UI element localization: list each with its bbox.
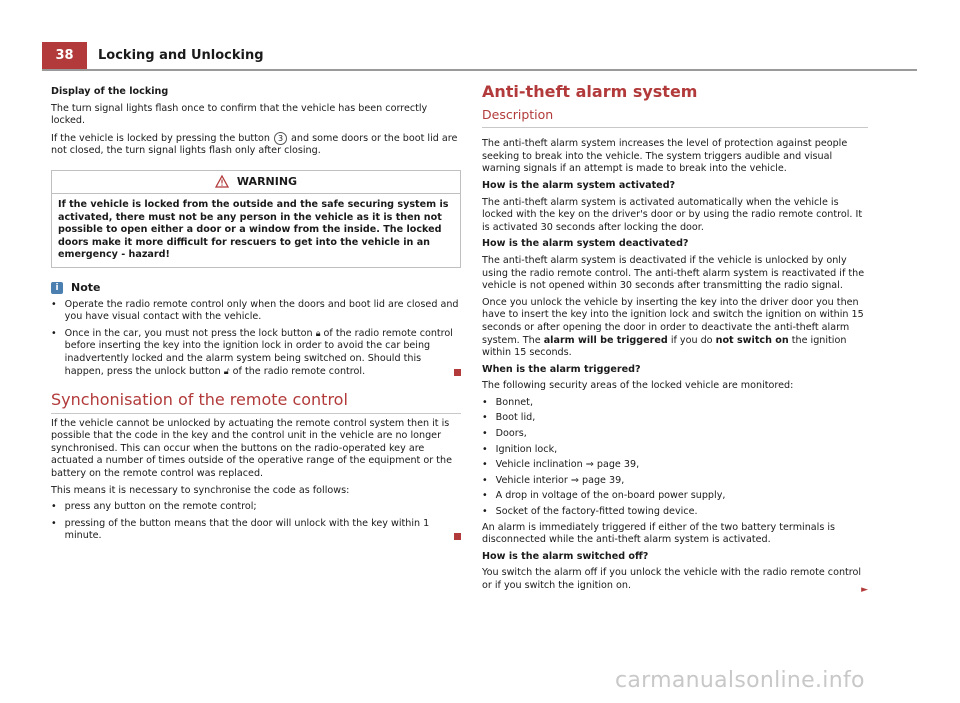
battery-terminal-paragraph: An alarm is immediately triggered if either of the two battery terminals is disconnected while the anti-theft alarm system is activated.: [482, 521, 836, 546]
watermark-logo: carmanualsonline.info: [615, 668, 865, 693]
display-paragraph-1: The turn signal lights flash once to confirm that the vehicle has been correctly locked.: [51, 102, 428, 127]
monitored-areas-list: [482, 397, 868, 519]
answer-triggered: The following security areas of the locked vehicle are monitored:: [482, 380, 794, 392]
continued-arrow-icon: ►: [861, 585, 868, 595]
button-3-marker: 3: [274, 132, 287, 145]
warning-text: If the vehicle is locked from the outside and the safe securing system is activated, there must not be any person in the vehicle as it is then not possible to open either a door or a window from the inside. The locked doors make it more difficult for rescuers to get into the vehicle in an emergency - hazard!: [58, 198, 449, 261]
answer-activated: The anti-theft alarm system is activated automatically when the vehicle is locked with the key on the driver's door or by using the radio remote control. It is activated 30 seconds after locking the door.: [482, 196, 863, 233]
answer-switched-off: You switch the alarm off if you unlock the vehicle with the radio remote control or if you switch the ignition on. ►: [482, 567, 868, 595]
list-item: • Vehicle interior ⇒ page 39,: [482, 474, 625, 486]
description-paragraph: The anti-theft alarm system increases the level of protection against people seeking to break into the vehicle. The system triggers audible and visual warning signals if an attempt is made to break into the vehicle.: [482, 138, 848, 175]
list-item: • Ignition lock,: [482, 443, 558, 455]
sync-bullet-1: • press any button on the remote control;: [51, 501, 257, 513]
sync-paragraph-1: If the vehicle cannot be unlocked by actuating the remote control system then it is possible that the code in the key and the control unit in the vehicle are no longer synchronised. This can occur when the buttons on the radio-operated key are actuated a number of times outside of the operative range of the equipment or the battery on the remote control was replaced.: [51, 417, 452, 480]
sync-paragraph-2: This means it is necessary to synchronise the code as follows:: [51, 484, 350, 496]
question-triggered: When is the alarm triggered?: [482, 363, 641, 375]
unlock-button-icon: 🔓︎: [223, 366, 230, 377]
lock-button-icon: 🔒︎: [315, 328, 321, 339]
warning-box: [51, 170, 461, 268]
page-header: [42, 42, 917, 71]
display-paragraph-2: If the vehicle is locked by pressing the button 3 and some doors or the boot lid are not closed, the turn signal lights flash only after closing.: [51, 132, 458, 157]
page-number: 38: [42, 42, 87, 69]
left-column: [51, 86, 461, 547]
note-title: Note: [71, 280, 101, 294]
warning-header: [52, 171, 460, 194]
list-item: • Boot lid,: [482, 412, 536, 424]
list-item: • Bonnet,: [482, 396, 533, 408]
warning-triangle-icon: [215, 175, 229, 188]
list-item: • Doors,: [482, 428, 527, 440]
note-header: [51, 282, 461, 295]
note-bullet-1: • Operate the radio remote control only when the doors and boot lid are closed and you have visual contact with the vehicle.: [51, 298, 459, 323]
section-title: Locking and Unlocking: [98, 48, 264, 63]
list-item: • Socket of the factory-fitted towing device.: [482, 506, 698, 518]
answer-deactivated-2: Once you unlock the vehicle by inserting the key into the driver door you then have to insert the key into the ignition lock and switch the ignition on within 15 seconds or after opening the door in order to deactivate the anti-theft alarm system. The alarm will be triggered if you do not switch on the ignition within 15 seconds.: [482, 296, 864, 359]
section-end-marker: [454, 369, 461, 376]
description-subtitle: Description: [482, 109, 868, 129]
anti-theft-title: Anti-theft alarm system: [482, 82, 698, 101]
warning-title: WARNING: [236, 174, 298, 188]
section-end-marker: [454, 533, 461, 540]
right-column: [482, 82, 868, 597]
list-item: • A drop in voltage of the on-board power supply,: [482, 490, 726, 502]
display-heading: Display of the locking: [51, 86, 169, 97]
question-activated: How is the alarm system activated?: [482, 179, 676, 191]
info-icon: i: [51, 282, 63, 294]
answer-deactivated: The anti-theft alarm system is deactivated if the vehicle is unlocked by only using the radio remote control. The anti-theft alarm system is reactivated if the vehicle is not opened within 30 seconds after transmitting the radio signal.: [482, 254, 865, 292]
sync-bullet-2: • pressing of the button means that the door will unlock with the key within 1 minute.: [51, 518, 461, 543]
note-bullet-2: • Once in the car, you must not press the lock button 🔒︎ of the radio remote control before inserting the key into the ignition lock in order to avoid the car being inadvertently locked and the alarm system being switched on. Should this happen, press the unlock button 🔓︎ of the radio remote control.: [51, 328, 461, 378]
sync-heading: Synchonisation of the remote control: [51, 394, 461, 414]
list-item: • Vehicle inclination ⇒ page 39,: [482, 459, 640, 471]
question-deactivated: How is the alarm system deactivated?: [482, 238, 689, 250]
question-switched-off: How is the alarm switched off?: [482, 550, 649, 562]
